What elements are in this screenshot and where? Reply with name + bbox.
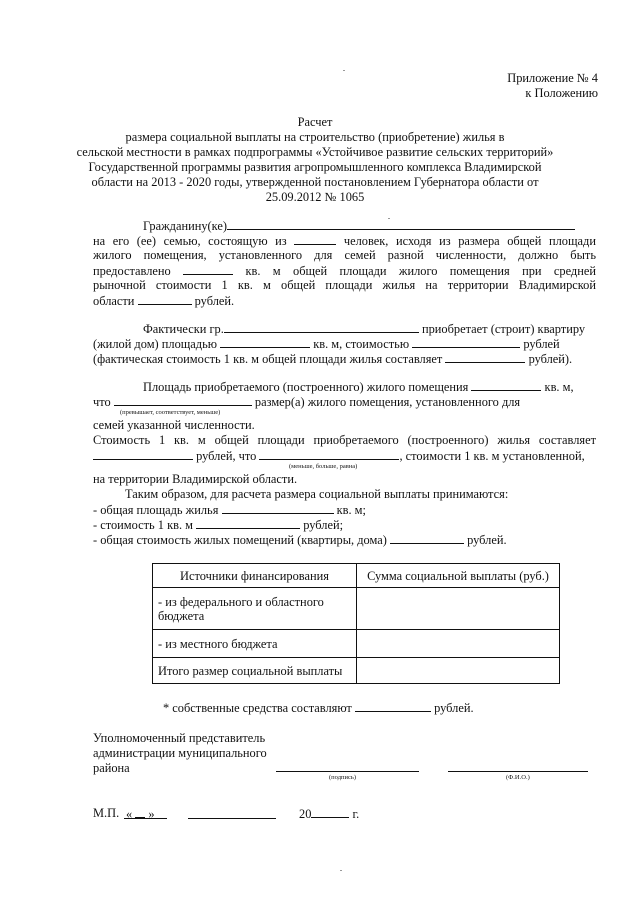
date-year-field[interactable] (311, 806, 349, 818)
family-count-line: семей указанной численности. (93, 418, 255, 432)
actual-unit-price-line: (фактическая стоимость 1 кв. м общей площади жилья составляет рублей). (93, 352, 573, 366)
purchased-area-field[interactable] (471, 379, 541, 391)
purchased-area-line: Площадь приобретаемого (построенного) жилого помещения кв. м, (143, 380, 574, 394)
table-header-row (153, 564, 560, 588)
actual-buyer-name-field[interactable] (224, 321, 419, 333)
full-name-hint: (Ф.И.О.) (506, 774, 530, 781)
summary-intro: Таким образом, для расчета размера социальной выплаты принимаются: (125, 487, 509, 501)
market-price-field[interactable] (138, 293, 192, 305)
representative-title: администрации муниципального (93, 746, 267, 760)
date-year-group: 20 г. (299, 807, 360, 821)
table-row (153, 658, 560, 684)
citizen-label: Гражданину(ке) (143, 219, 227, 233)
table-header: Источники финансирования (153, 564, 357, 588)
comparison-line: что размер(а) жилого помещения, установленного для (93, 395, 521, 409)
summary-area-line: - общая площадь жилья кв. м; (93, 503, 366, 517)
funding-amount-field[interactable] (357, 658, 560, 684)
own-funds-line: * собственные средства составляют рублей. (163, 701, 474, 715)
table-row (153, 588, 560, 630)
summary-total-cost-field[interactable] (390, 532, 464, 544)
funding-source: - из федерального и областного бюджета (153, 588, 357, 630)
actual-area-line: (жилой дом) площадью кв. м, стоимостью рублей (93, 337, 560, 351)
summary-unit-price-line: - стоимость 1 кв. м рублей; (93, 518, 344, 532)
comparison-hint: (превышает, соответствует, меньше) (120, 409, 221, 416)
family-members-field[interactable] (294, 233, 336, 245)
doc-subtitle-line: сельской местности в рамках подпрограммы «Устойчивое развитие сельских территорий» (76, 145, 554, 159)
funding-table (152, 563, 560, 684)
unit-cost-line: Стоимость 1 кв. м общей площади приобретаемого (построенного) жилья составляет (93, 433, 596, 447)
actual-buyer-line: Фактически гр. приобретает (строит) квартиру (143, 322, 586, 336)
summary-total-cost-line: - общая стоимость жилых помещений (квартиры, дома) рублей. (93, 533, 507, 547)
provided-area-line: предоставлено кв. м общей площади жилого помещения при средней (93, 264, 596, 278)
date-day-field[interactable] (135, 806, 145, 818)
cost-comparison-hint: (меньше, больше, равна) (289, 463, 358, 470)
funding-amount-field[interactable] (357, 588, 560, 630)
scan-speck (340, 870, 342, 871)
funding-amount-field[interactable] (357, 630, 560, 658)
market-price-line: рыночной стоимости 1 кв. м общей площади жилья на территории Владимирской (93, 278, 596, 292)
unit-cost-compare-line: рублей, что , стоимости 1 кв. м установленной, (93, 448, 585, 463)
stamp-place-label: М.П. (93, 806, 120, 820)
table-header: Сумма социальной выплаты (руб.) (357, 564, 560, 588)
funding-source: Итого размер социальной выплаты (153, 658, 357, 684)
summary-area-field[interactable] (222, 502, 334, 514)
citizen-name-field[interactable] (227, 218, 575, 230)
area-comparison-field[interactable] (114, 394, 252, 406)
appendix-number: Приложение № 4 (507, 71, 598, 85)
date-day-underline (124, 818, 167, 819)
date-day-group: « » (126, 807, 155, 821)
provided-area-field[interactable] (183, 263, 233, 275)
norm-line: жилого помещения, установленного для семей разной численности, должно быть (93, 248, 596, 262)
signature-field[interactable] (276, 771, 419, 772)
region-line: на территории Владимирской области. (93, 472, 298, 486)
signature-hint: (подпись) (329, 774, 356, 781)
unit-cost-field[interactable] (93, 448, 193, 460)
doc-subtitle-line: 25.09.2012 № 1065 (265, 190, 365, 204)
appendix-regulation: к Положению (525, 86, 598, 100)
doc-title: Расчет (297, 115, 333, 129)
region-price-line: области рублей. (93, 294, 235, 308)
citizen-line (143, 218, 575, 233)
funding-source: - из местного бюджета (153, 630, 357, 658)
doc-subtitle-line: Государственной программы развития агропромышленного комплекса Владимирской (88, 160, 542, 174)
date-month-field[interactable] (188, 818, 276, 819)
stamp-place-line (93, 806, 119, 820)
summary-unit-price-field[interactable] (196, 517, 300, 529)
cost-comparison-field[interactable] (259, 448, 399, 460)
representative-title: Уполномоченный представитель (93, 731, 266, 745)
actual-unit-price-field[interactable] (445, 351, 525, 363)
table-row (153, 630, 560, 658)
full-name-field[interactable] (448, 771, 588, 772)
actual-cost-field[interactable] (412, 336, 520, 348)
scan-speck (343, 70, 345, 71)
doc-subtitle-line: размера социальной выплаты на строительство (приобретение) жилья в (125, 130, 505, 144)
own-funds-field[interactable] (355, 700, 431, 712)
doc-subtitle-line: области на 2013 - 2020 годы, утвержденной постановлением Губернатора области от (91, 175, 539, 189)
family-size-line: на его (ее) семью, состоящую из человек, исходя из размера общей площади (93, 234, 596, 248)
representative-title: района (93, 761, 130, 775)
actual-area-field[interactable] (220, 336, 310, 348)
